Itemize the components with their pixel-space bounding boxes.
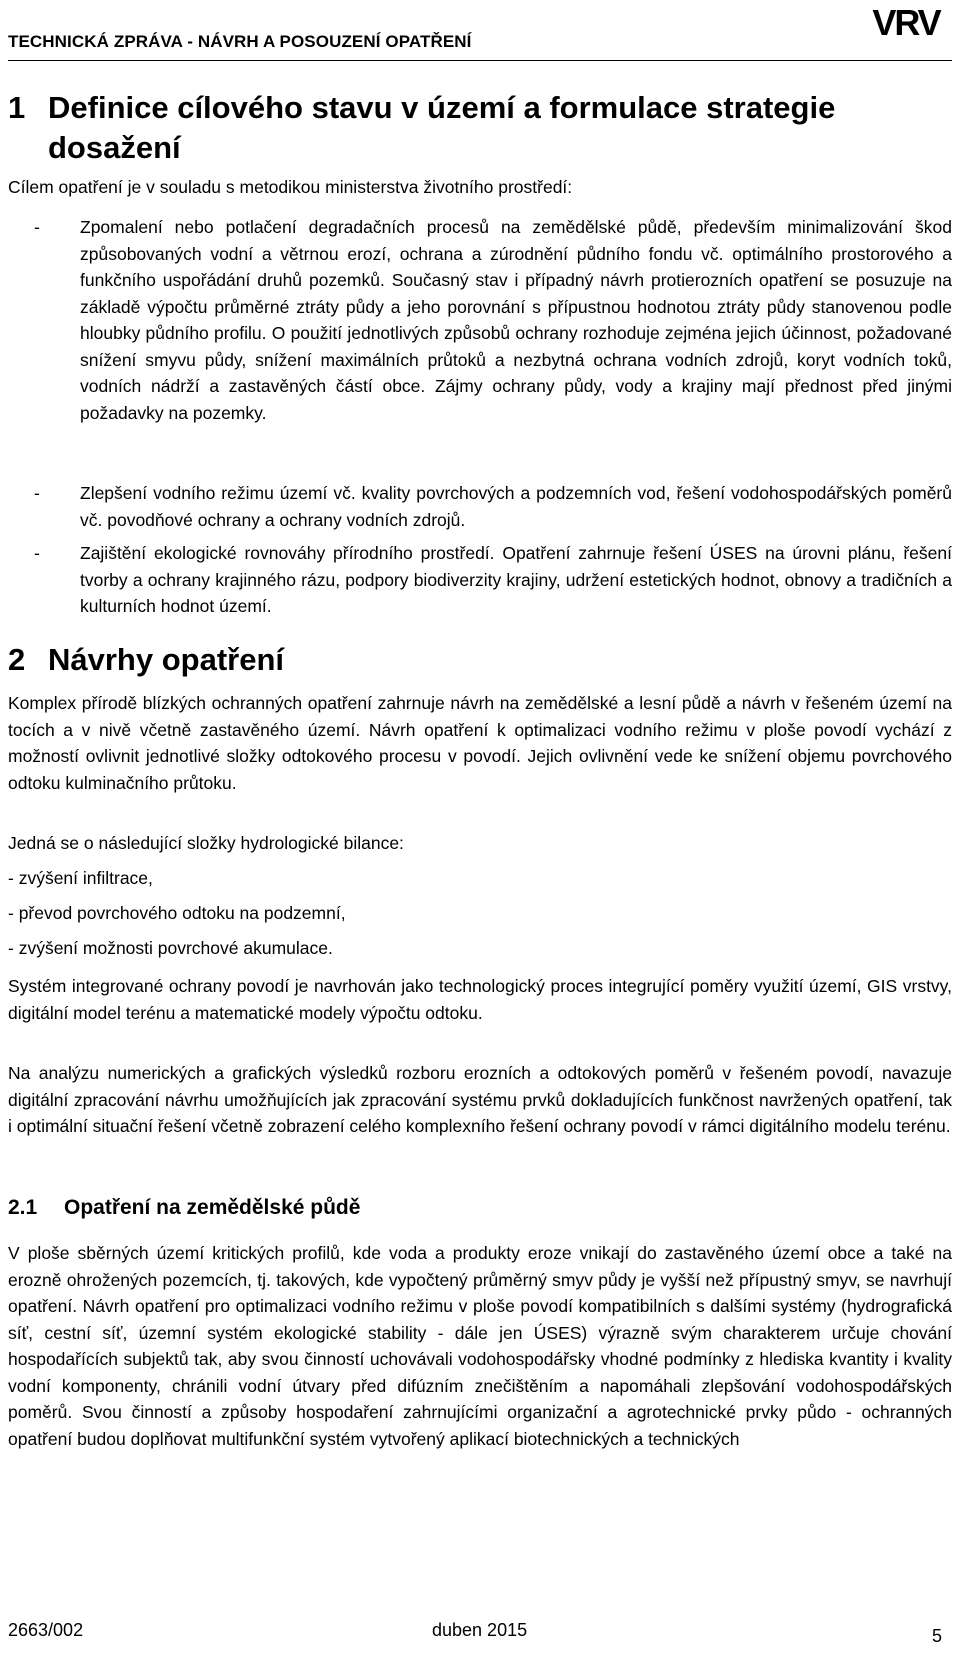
section-2-paragraph: Systém integrované ochrany povodí je navrhován jako technologický proces integrující poměry využití území, GIS vrstvy, digitální model terénu a matematické modely výpočtu odtoku. xyxy=(8,976,952,1023)
bullet-text: Zajištění ekologické rovnováhy přírodního prostředí. Opatření zahrnuje řešení ÚSES na úrovni plánu, řešení tvorby a ochrany krajinného rázu, podpory biodiverzity krajiny, udržení estetických hodnot, obnovy a tradičních a kulturních hodnot území. xyxy=(80,543,952,616)
section-2-number: 2 xyxy=(8,642,26,677)
header-divider xyxy=(8,60,952,61)
bullet-item xyxy=(8,540,952,620)
footer-page-number: 5 xyxy=(932,1626,943,1646)
bullet-dash: - xyxy=(34,543,40,563)
section-1-heading xyxy=(8,88,835,168)
section-2-1-paragraph: V ploše sběrných území kritických profilů, kde voda a produkty eroze vnikají do zastavěného území obce a také na erozně ohrožených pozemcích, tj. takových, kde vypočtený průměrný smyv půdy je vyšší než přípustný smyv, se navrhují opatření. Návrh opatření pro optimalizaci vodního režimu v ploše povodí kompatibilních s dalšími systémy (hydrografická síť, cestní síť, územní systém ekologické stability - dále jen ÚSES) výrazně svým charakterem určuje chování hospodařících subjektů tak, aby svou činností uchovávali vodohospodářsky vhodné podmínky z hlediska kvantity i kvality vodní komponenty, chránili vodní útvary před difúzním znečištěním a napomáhali zlepšování vodohospodářských poměrů. Svou činností a způsoby hospodaření zahrnujícími organizační a agrotechnické prvky půdo - ochranných opatření budou doplňovat multifunkční systém vytvořený aplikací biotechnických a technických xyxy=(8,1243,952,1449)
hydro-item: - zvýšení možnosti povrchové akumulace. xyxy=(8,938,333,958)
bullet-text: Zpomalení nebo potlačení degradačních procesů na zemědělské půdě, především minimalizování škod způsobovaných vodní a větrnou erozí, ochrana a zúrodnění půdního fondu vč. optimálního prostorového a funkčního uspořádání druhů pozemků. Současný stav i případný návrh protierozních opatření se posuzuje na základě výpočtu průměrné ztráty půdy a jeho porovnání s přípustnou hodnotou ztráty půdy stanovenou podle hloubky půdního profilu. O použití jednotlivých způsobů ochrany rozhoduje zejména jejich účinnost, požadované snížení smyvu půdy, snížení maximálních průtoků a nezbytná ochrana vodních zdrojů, koryt vodních toků, vodních nádrží a zastavěných částí obce. Zájmy ochrany půdy, vody a krajiny mají přednost před jinými požadavky na pozemky. xyxy=(80,217,952,423)
section-2-paragraph: Komplex přírodě blízkých ochranných opatření zahrnuje návrh na zemědělské a lesní půdě a návrh v řešeném území na tocích a v nivě včetně zastavěného území. Návrh opatření k optimalizaci vodního režimu v ploše povodí vychází z možností ovlivnit jednotlivé složky odtokového procesu v povodí. Jejich ovlivnění vede ke snížení objemu povrchového odtoku kulminačního průtoku. xyxy=(8,693,952,793)
bullet-dash: - xyxy=(34,483,40,503)
bullet-item xyxy=(8,480,952,533)
section-1-title-line2: dosažení xyxy=(48,130,181,165)
bullet-text: Zlepšení vodního režimu území vč. kvality povrchových a podzemních vod, řešení vodohospodářských poměrů vč. povodňové ochrany a ochrany vodních zdrojů. xyxy=(80,483,952,530)
vrv-logo xyxy=(858,2,954,42)
bullet-item xyxy=(8,214,952,426)
document-header-title: TECHNICKÁ ZPRÁVA - NÁVRH A POSOUZENÍ OPATŘENÍ xyxy=(8,32,472,51)
footer-date: duben 2015 xyxy=(432,1620,528,1640)
section-1-intro: Cílem opatření je v souladu s metodikou ministerstva životního prostředí: xyxy=(8,177,573,197)
section-2-1-heading xyxy=(8,1194,360,1222)
section-2-1-number: 2.1 xyxy=(8,1196,38,1219)
footer-document-number: 2663/002 xyxy=(8,1620,84,1640)
svg-text:VRV: VRV xyxy=(872,2,940,42)
section-2-heading xyxy=(8,640,284,680)
hydro-item: - zvýšení infiltrace, xyxy=(8,868,153,888)
section-2-1-title: Opatření na zemědělské půdě xyxy=(64,1196,361,1219)
section-2-paragraph: Jedná se o následující složky hydrologické bilance: xyxy=(8,833,404,853)
bullet-dash: - xyxy=(34,217,40,237)
section-1-title-line1: Definice cílového stavu v území a formulace strategie xyxy=(48,90,836,125)
section-1-number: 1 xyxy=(8,90,26,125)
section-2-paragraph: Na analýzu numerických a grafických výsledků rozboru erozních a odtokových poměrů v řešeném povodí, navazuje digitální zpracování návrhu umožňujících jak zpracování systému prvků dokladujících funkčnost navržených opatření, tak i optimální situační řešení včetně zobrazení celého komplexního řešení ochrany povodí v rámci digitálního modelu terénu. xyxy=(8,1063,952,1136)
section-2-title: Návrhy opatření xyxy=(48,642,285,677)
hydro-item: - převod povrchového odtoku na podzemní, xyxy=(8,903,346,923)
